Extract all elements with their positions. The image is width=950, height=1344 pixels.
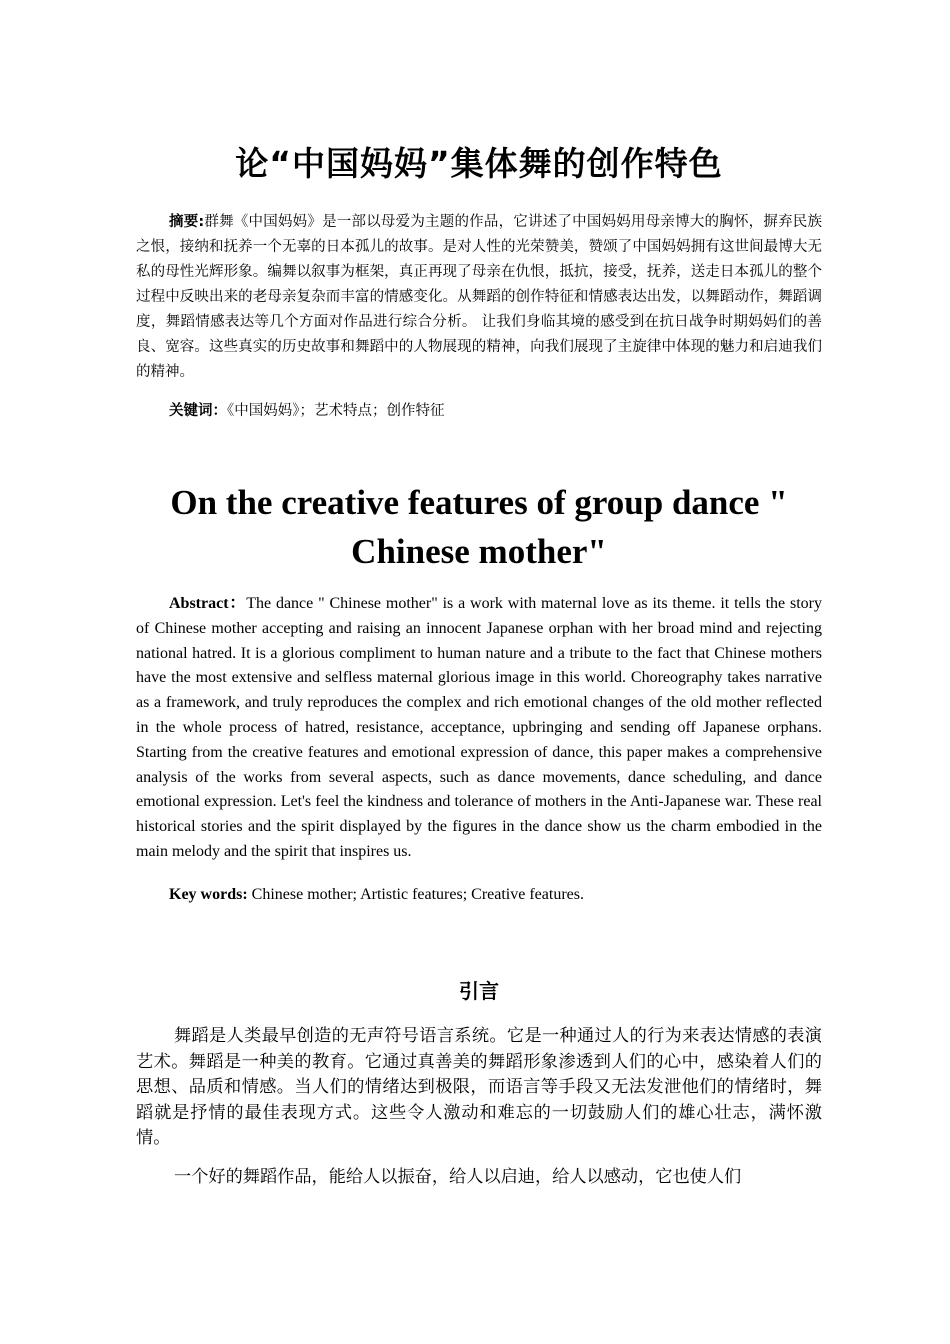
english-keywords-label: Key words: <box>169 886 248 903</box>
chinese-keywords-label: 关键词： <box>169 403 227 419</box>
english-abstract <box>136 592 822 865</box>
chinese-abstract <box>136 210 822 385</box>
english-abstract-label: Abstract： <box>169 595 247 612</box>
chinese-keywords-text: 《中国妈妈》；艺术特点；创作特征 <box>227 403 445 419</box>
chinese-keywords <box>136 399 822 424</box>
chinese-abstract-label: 摘要: <box>169 214 205 230</box>
english-abstract-text: The dance " Chinese mother" is a work with maternal love as its theme. it tells the story of Chinese mother accepting and raising an innocent Japanese orphan with her broad mind and rejecting national hatred. It is a glorious compliment to human nature and a tribute to the fact that Chinese mothers have the most extensive and selfless maternal glorious image in this world. Choreography takes narrative as a framework, and truly reproduces the complex and rich emotional changes of the old mother reflected in the whole process of hatred, resistance, acceptance, upbringing and sending off Japanese orphans. Starting from the creative features and emotional expression of dance, this paper makes a comprehensive analysis of the works from several aspects, such as dance movements, dance scheduling, and dance emotional expression. Let's feel the kindness and tolerance of mothers in the Anti-Japanese war. These real historical stories and the spirit displayed by the figures in the dance show us the charm embodied in the main melody and the spirit that inspires us. <box>136 595 822 860</box>
chinese-abstract-text: 群舞《中国妈妈》是一部以母爱为主题的作品，它讲述了中国妈妈用母亲博大的胸怀，摒弃民族之恨，接纳和抚养一个无辜的日本孤儿的故事。是对人性的光荣赞美，赞颂了中国妈妈拥有这世间最博大无私的母性光辉形象。编舞以叙事为框架，真正再现了母亲在仇恨，抵抗，接受，抚养，送走日本孤儿的整个过程中反映出来的老母亲复杂而丰富的情感变化。从舞蹈的创作特征和情感表达出发，以舞蹈动作，舞蹈调度，舞蹈情感表达等几个方面对作品进行综合分析。 让我们身临其境的感受到在抗日战争时期妈妈们的善良、宽容。这些真实的历史故事和舞蹈中的人物展现的精神，向我们展现了主旋律中体现的魅力和启迪我们的精神。 <box>136 214 822 380</box>
body-paragraph-1: 舞蹈是人类最早创造的无声符号语言系统。它是一种通过人的行为来表达情感的表演艺术。舞蹈是一种美的教育。它通过真善美的舞蹈形象渗透到人们的心中，感染着人们的思想、品质和情感。当人们的情绪达到极限，而语言等手段又无法发泄他们的情绪时，舞蹈就是抒情的最佳表现方式。这些令人激动和难忘的一切鼓励人们的雄心壮志，满怀激情。 <box>136 1026 822 1148</box>
body-paragraph-2: 一个好的舞蹈作品，能给人以振奋，给人以启迪，给人以感动，它也使人们 <box>174 1167 742 1187</box>
chinese-title: 论“中国妈妈”集体舞的创作特色 <box>235 144 723 183</box>
english-title: On the creative features of group dance " Chinese mother" <box>170 483 788 571</box>
section-heading-introduction: 引言 <box>459 979 499 1003</box>
english-keywords <box>136 882 822 907</box>
english-keywords-text: Chinese mother; Artistic features; Creative features. <box>247 886 584 903</box>
